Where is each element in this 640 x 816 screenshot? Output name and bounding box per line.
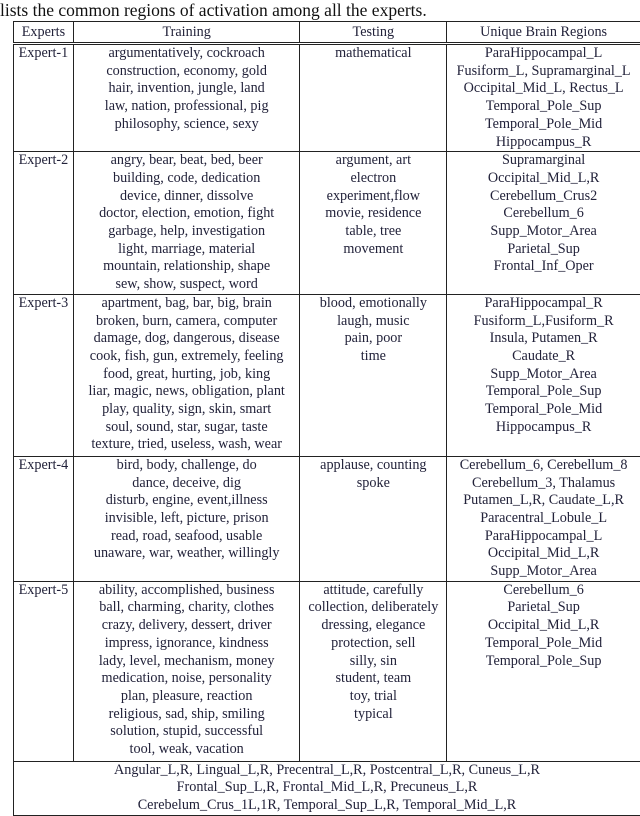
- unique-regions-line: Cerebellum_6: [448, 205, 639, 223]
- testing-words-cell: [300, 581, 447, 761]
- expert-name-cell: Expert-5: [14, 581, 74, 761]
- testing-words-line: table, tree: [301, 223, 445, 241]
- training-words-line: dance, deceive, dig: [75, 475, 299, 493]
- experts-table: [13, 21, 640, 816]
- unique-regions-line: Temporal_Pole_Sup: [448, 383, 639, 401]
- training-words-line: bird, body, challenge, do: [75, 457, 299, 475]
- expert-name-cell: Expert-2: [14, 152, 74, 295]
- training-words-line: damage, dog, dangerous, disease: [75, 330, 299, 348]
- unique-regions-line: Caudate_R: [448, 348, 639, 366]
- unique-regions-cell: [447, 456, 640, 581]
- training-words-line: disturb, engine, event,illness: [75, 492, 299, 510]
- header-testing: Testing: [300, 22, 447, 44]
- unique-regions-line: ParaHippocampal_R: [448, 295, 639, 313]
- training-words-line: ball, charming, charity, clothes: [75, 599, 299, 617]
- unique-regions-cell: [447, 152, 640, 295]
- training-words-line: religious, sad, ship, smiling: [75, 706, 299, 724]
- testing-words-line: spoke: [301, 475, 445, 493]
- unique-regions-line: Supp_Motor_Area: [448, 366, 639, 384]
- training-words-line: crazy, delivery, dessert, driver: [75, 617, 299, 635]
- unique-regions-line: Occipital_Mid_L,R: [448, 545, 639, 563]
- testing-words-line: blood, emotionally: [301, 295, 445, 313]
- unique-regions-line: Occipital_Mid_L, Rectus_L: [448, 80, 639, 98]
- testing-words-line: protection, sell: [301, 635, 445, 653]
- unique-regions-line: Supp_Motor_Area: [448, 563, 639, 581]
- expert-name-cell: Expert-3: [14, 294, 74, 456]
- unique-regions-line: Hippocampus_R: [448, 419, 639, 437]
- testing-words-line: electron: [301, 170, 445, 188]
- table-row: [14, 152, 640, 295]
- training-words-line: invisible, left, picture, prison: [75, 510, 299, 528]
- table-caption: lists the common regions of activation among all the experts.: [0, 0, 640, 20]
- unique-regions-line: ParaHippocampal_L: [448, 45, 639, 63]
- testing-words-line: dressing, elegance: [301, 617, 445, 635]
- testing-words-line: laugh, music: [301, 313, 445, 331]
- header-unique-brain-regions: Unique Brain Regions: [447, 22, 640, 44]
- training-words-line: unaware, war, weather, willingly: [75, 545, 299, 563]
- unique-regions-line: Temporal_Pole_Sup: [448, 98, 639, 116]
- unique-regions-cell: [447, 294, 640, 456]
- header-experts: Experts: [14, 22, 74, 44]
- training-words-line: plan, pleasure, reaction: [75, 688, 299, 706]
- testing-words-cell: [300, 456, 447, 581]
- unique-regions-line: Putamen_L,R, Caudate_L,R: [448, 492, 639, 510]
- testing-words-line: typical: [301, 706, 445, 724]
- table-row: [14, 294, 640, 456]
- training-words-cell: [73, 294, 300, 456]
- training-words-line: doctor, election, emotion, fight: [75, 205, 299, 223]
- training-words-line: tool, weak, vacation: [75, 741, 299, 759]
- training-words-cell: [73, 581, 300, 761]
- training-words-line: lady, level, mechanism, money: [75, 653, 299, 671]
- testing-words-line: experiment,flow: [301, 188, 445, 206]
- unique-regions-cell: [447, 581, 640, 761]
- common-regions-line: Frontal_Sup_L,R, Frontal_Mid_L,R, Precuneus_L,R: [15, 779, 639, 797]
- training-words-line: hair, invention, jungle, land: [75, 80, 299, 98]
- unique-regions-line: Occipital_Mid_L,R: [448, 170, 639, 188]
- testing-words-line: collection, deliberately: [301, 599, 445, 617]
- unique-regions-line: Temporal_Pole_Mid: [448, 401, 639, 419]
- training-words-line: mountain, relationship, shape: [75, 258, 299, 276]
- training-words-line: cook, fish, gun, extremely, feeling: [75, 348, 299, 366]
- unique-regions-line: Temporal_Pole_Mid: [448, 116, 639, 134]
- testing-words-line: movie, residence: [301, 205, 445, 223]
- training-words-line: medication, noise, personality: [75, 670, 299, 688]
- testing-words-line: pain, poor: [301, 330, 445, 348]
- unique-regions-line: Fusiform_L, Supramarginal_L: [448, 63, 639, 81]
- testing-words-line: applause, counting: [301, 457, 445, 475]
- testing-words-line: toy, trial: [301, 688, 445, 706]
- training-words-line: broken, burn, camera, computer: [75, 313, 299, 331]
- testing-words-line: argument, art: [301, 152, 445, 170]
- table-row: [14, 456, 640, 581]
- training-words-line: light, marriage, material: [75, 241, 299, 259]
- testing-words-line: time: [301, 348, 445, 366]
- unique-regions-line: Cerebellum_3, Thalamus: [448, 475, 639, 493]
- unique-regions-line: Cerebellum_6: [448, 582, 639, 600]
- unique-regions-line: Fusiform_L,Fusiform_R: [448, 313, 639, 331]
- common-regions-row: [14, 761, 640, 815]
- common-regions-line: Angular_L,R, Lingual_L,R, Precentral_L,R, Postcentral_L,R, Cuneus_L,R: [15, 762, 639, 780]
- training-words-cell: [73, 456, 300, 581]
- training-words-line: argumentatively, cockroach: [75, 45, 299, 63]
- unique-regions-line: Temporal_Pole_Sup: [448, 653, 639, 671]
- unique-regions-line: Frontal_Inf_Oper: [448, 258, 639, 276]
- training-words-line: read, road, seafood, usable: [75, 528, 299, 546]
- unique-regions-line: ParaHippocampal_L: [448, 528, 639, 546]
- training-words-line: play, quality, sign, skin, smart: [75, 401, 299, 419]
- table-header-row: [14, 22, 640, 44]
- unique-regions-cell: [447, 44, 640, 152]
- table-row: [14, 44, 640, 152]
- expert-name-cell: Expert-4: [14, 456, 74, 581]
- training-words-line: sew, show, suspect, word: [75, 276, 299, 294]
- testing-words-line: silly, sin: [301, 653, 445, 671]
- unique-regions-line: Cerebellum_Crus2: [448, 188, 639, 206]
- unique-regions-line: Parietal_Sup: [448, 241, 639, 259]
- training-words-line: ability, accomplished, business: [75, 582, 299, 600]
- testing-words-line: movement: [301, 241, 445, 259]
- testing-words-cell: [300, 152, 447, 295]
- training-words-line: construction, economy, gold: [75, 63, 299, 81]
- training-words-line: impress, ignorance, kindness: [75, 635, 299, 653]
- testing-words-cell: [300, 294, 447, 456]
- training-words-line: philosophy, science, sexy: [75, 116, 299, 134]
- training-words-line: food, great, hurting, job, king: [75, 366, 299, 384]
- unique-regions-line: Supp_Motor_Area: [448, 223, 639, 241]
- unique-regions-line: Insula, Putamen_R: [448, 330, 639, 348]
- training-words-cell: [73, 44, 300, 152]
- common-regions-cell: [14, 761, 640, 815]
- training-words-line: garbage, help, investigation: [75, 223, 299, 241]
- training-words-line: apartment, bag, bar, big, brain: [75, 295, 299, 313]
- testing-words-line: attitude, carefully: [301, 582, 445, 600]
- header-training: Training: [73, 22, 300, 44]
- training-words-line: soul, sound, star, sugar, taste: [75, 419, 299, 437]
- testing-words-line: mathematical: [301, 45, 445, 63]
- unique-regions-line: Supramarginal: [448, 152, 639, 170]
- training-words-line: angry, bear, beat, bed, beer: [75, 152, 299, 170]
- table-row: [14, 581, 640, 761]
- training-words-line: liar, magic, news, obligation, plant: [75, 383, 299, 401]
- unique-regions-line: Occipital_Mid_L,R: [448, 617, 639, 635]
- training-words-cell: [73, 152, 300, 295]
- training-words-line: texture, tried, useless, wash, wear: [75, 436, 299, 454]
- training-words-line: device, dinner, dissolve: [75, 188, 299, 206]
- common-regions-line: Cerebelum_Crus_1L,1R, Temporal_Sup_L,R, Temporal_Mid_L,R: [15, 797, 639, 815]
- testing-words-line: student, team: [301, 670, 445, 688]
- training-words-line: building, code, dedication: [75, 170, 299, 188]
- unique-regions-line: Hippocampus_R: [448, 134, 639, 152]
- unique-regions-line: Cerebellum_6, Cerebellum_8: [448, 457, 639, 475]
- unique-regions-line: Paracentral_Lobule_L: [448, 510, 639, 528]
- training-words-line: solution, stupid, successful: [75, 723, 299, 741]
- unique-regions-line: Temporal_Pole_Mid: [448, 635, 639, 653]
- unique-regions-line: Parietal_Sup: [448, 599, 639, 617]
- expert-name-cell: Expert-1: [14, 44, 74, 152]
- training-words-line: law, nation, professional, pig: [75, 98, 299, 116]
- testing-words-cell: [300, 44, 447, 152]
